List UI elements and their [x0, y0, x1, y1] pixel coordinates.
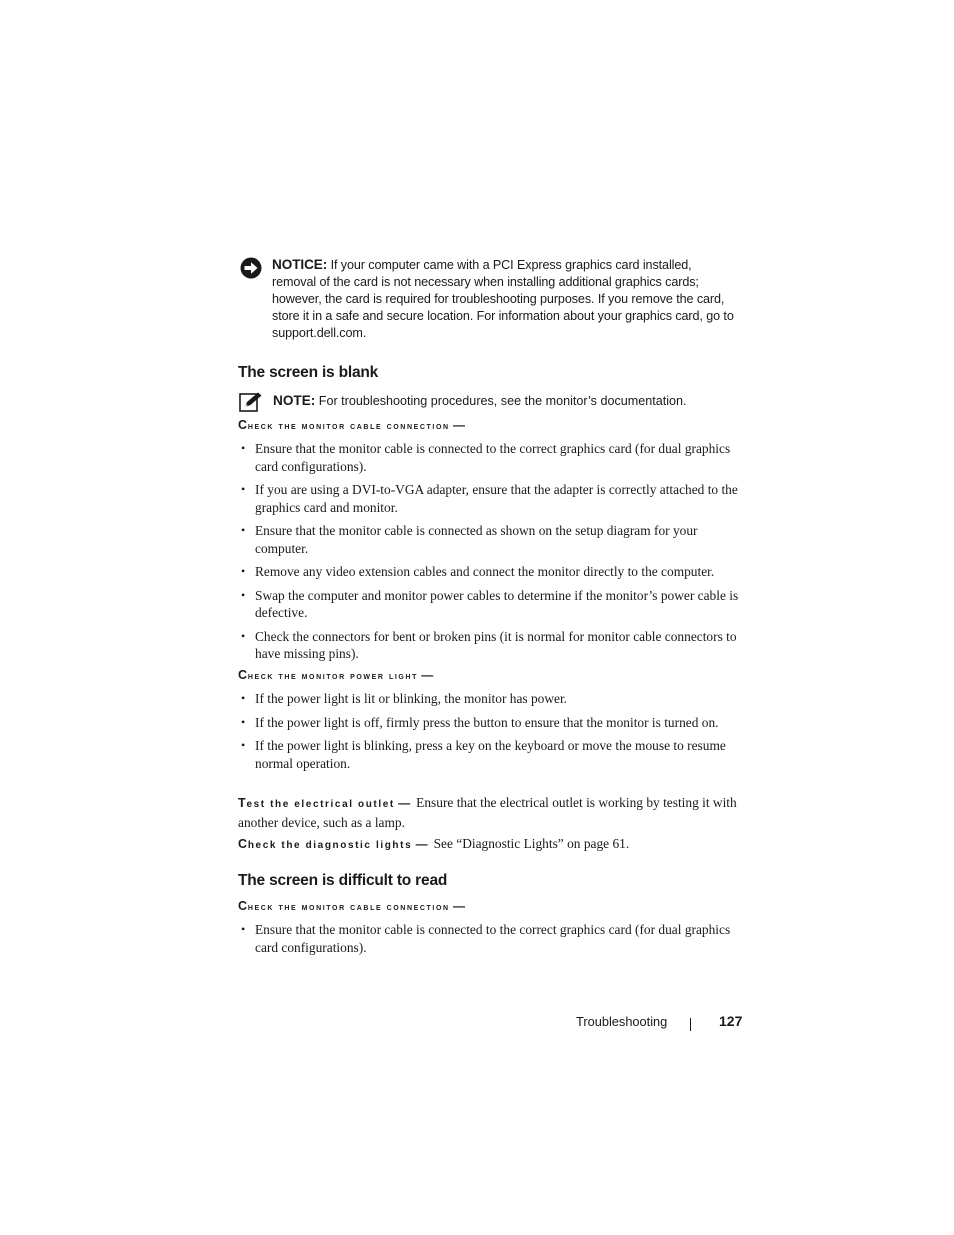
support-link[interactable]: support.dell.com	[272, 326, 363, 340]
list-item: • If the power light is off, firmly press the button to ensure that the monitor is turned on.	[238, 714, 743, 732]
notice-icon	[240, 257, 262, 279]
note-label: NOTE:	[273, 393, 316, 408]
notice-block	[238, 256, 738, 342]
list-item: • If the power light is lit or blinking, the monitor has power.	[238, 690, 743, 708]
list-item: • Remove any video extension cables and connect the monitor directly to the computer.	[238, 563, 743, 581]
page-number: 127	[719, 1013, 743, 1029]
list-item: • Ensure that the monitor cable is connected as shown on the setup diagram for your computer.	[238, 522, 743, 557]
list-item: • Swap the computer and monitor power cables to determine if the monitor’s power cable is defective.	[238, 587, 743, 622]
paragraph-diagnostic-lights: Check the diagnostic lights — See “Diagnostic Lights” on page 61.	[238, 836, 630, 851]
subheading-check-monitor-cable-2: Check the monitor cable connection —	[238, 899, 466, 913]
bullet-list-power-light	[238, 690, 743, 778]
subheading-diagnostic-lights: Check the diagnostic lights —	[238, 837, 428, 851]
bullet-list-monitor-cable-2	[238, 921, 743, 962]
subheading-check-power-light: Check the monitor power light —	[238, 668, 434, 682]
list-item: • Ensure that the monitor cable is connected to the correct graphics card (for dual graphics card configurations).	[238, 921, 743, 956]
paragraph-test-outlet: Test the electrical outlet — Ensure that the electrical outlet is working by testing it with another device, such as a lamp.	[238, 795, 737, 830]
notice-text: NOTICE: If your computer came with a PCI Express graphics card installed, removal of the card is not necessary when installing additional graphics cards; however, the card is required for troubleshooting purposes. If you remove the card, store it in a safe and secure location. For information about your graphics card, go to support.dell.com.	[272, 257, 734, 340]
list-item: • Ensure that the monitor cable is connected to the correct graphics card (for dual graphics card configurations).	[238, 440, 743, 475]
footer-divider	[690, 1018, 691, 1031]
section-title-screen-blank: The screen is blank	[238, 364, 379, 381]
section-title-screen-difficult: The screen is difficult to read	[238, 872, 448, 889]
subheading-test-outlet: Test the electrical outlet —	[238, 796, 411, 810]
list-item: • Check the connectors for bent or broken pins (it is normal for monitor cable connectors to have missing pins).	[238, 628, 743, 663]
note-block	[238, 390, 738, 410]
notice-body: If your computer came with a PCI Express graphics card installed, removal of the card is not necessary when installing additional graphics cards; however, the card is required for troubleshooting purposes. If you remove the card, store it in a safe and secure location. For information about your graphics card, go to	[272, 258, 734, 323]
subheading-check-monitor-cable: Check the monitor cable connection —	[238, 418, 466, 432]
pencil-note-icon	[239, 391, 263, 413]
notice-label: NOTICE:	[272, 257, 328, 272]
list-item: • If the power light is blinking, press a key on the keyboard or move the mouse to resume normal operation.	[238, 737, 743, 772]
bullet-list-monitor-cable	[238, 440, 743, 669]
list-item: • If you are using a DVI-to-VGA adapter, ensure that the adapter is correctly attached to the graphics card and monitor.	[238, 481, 743, 516]
note-text	[273, 390, 738, 410]
note-body: For troubleshooting procedures, see the monitor’s documentation.	[315, 394, 687, 408]
footer-section-label: Troubleshooting	[576, 1014, 668, 1029]
